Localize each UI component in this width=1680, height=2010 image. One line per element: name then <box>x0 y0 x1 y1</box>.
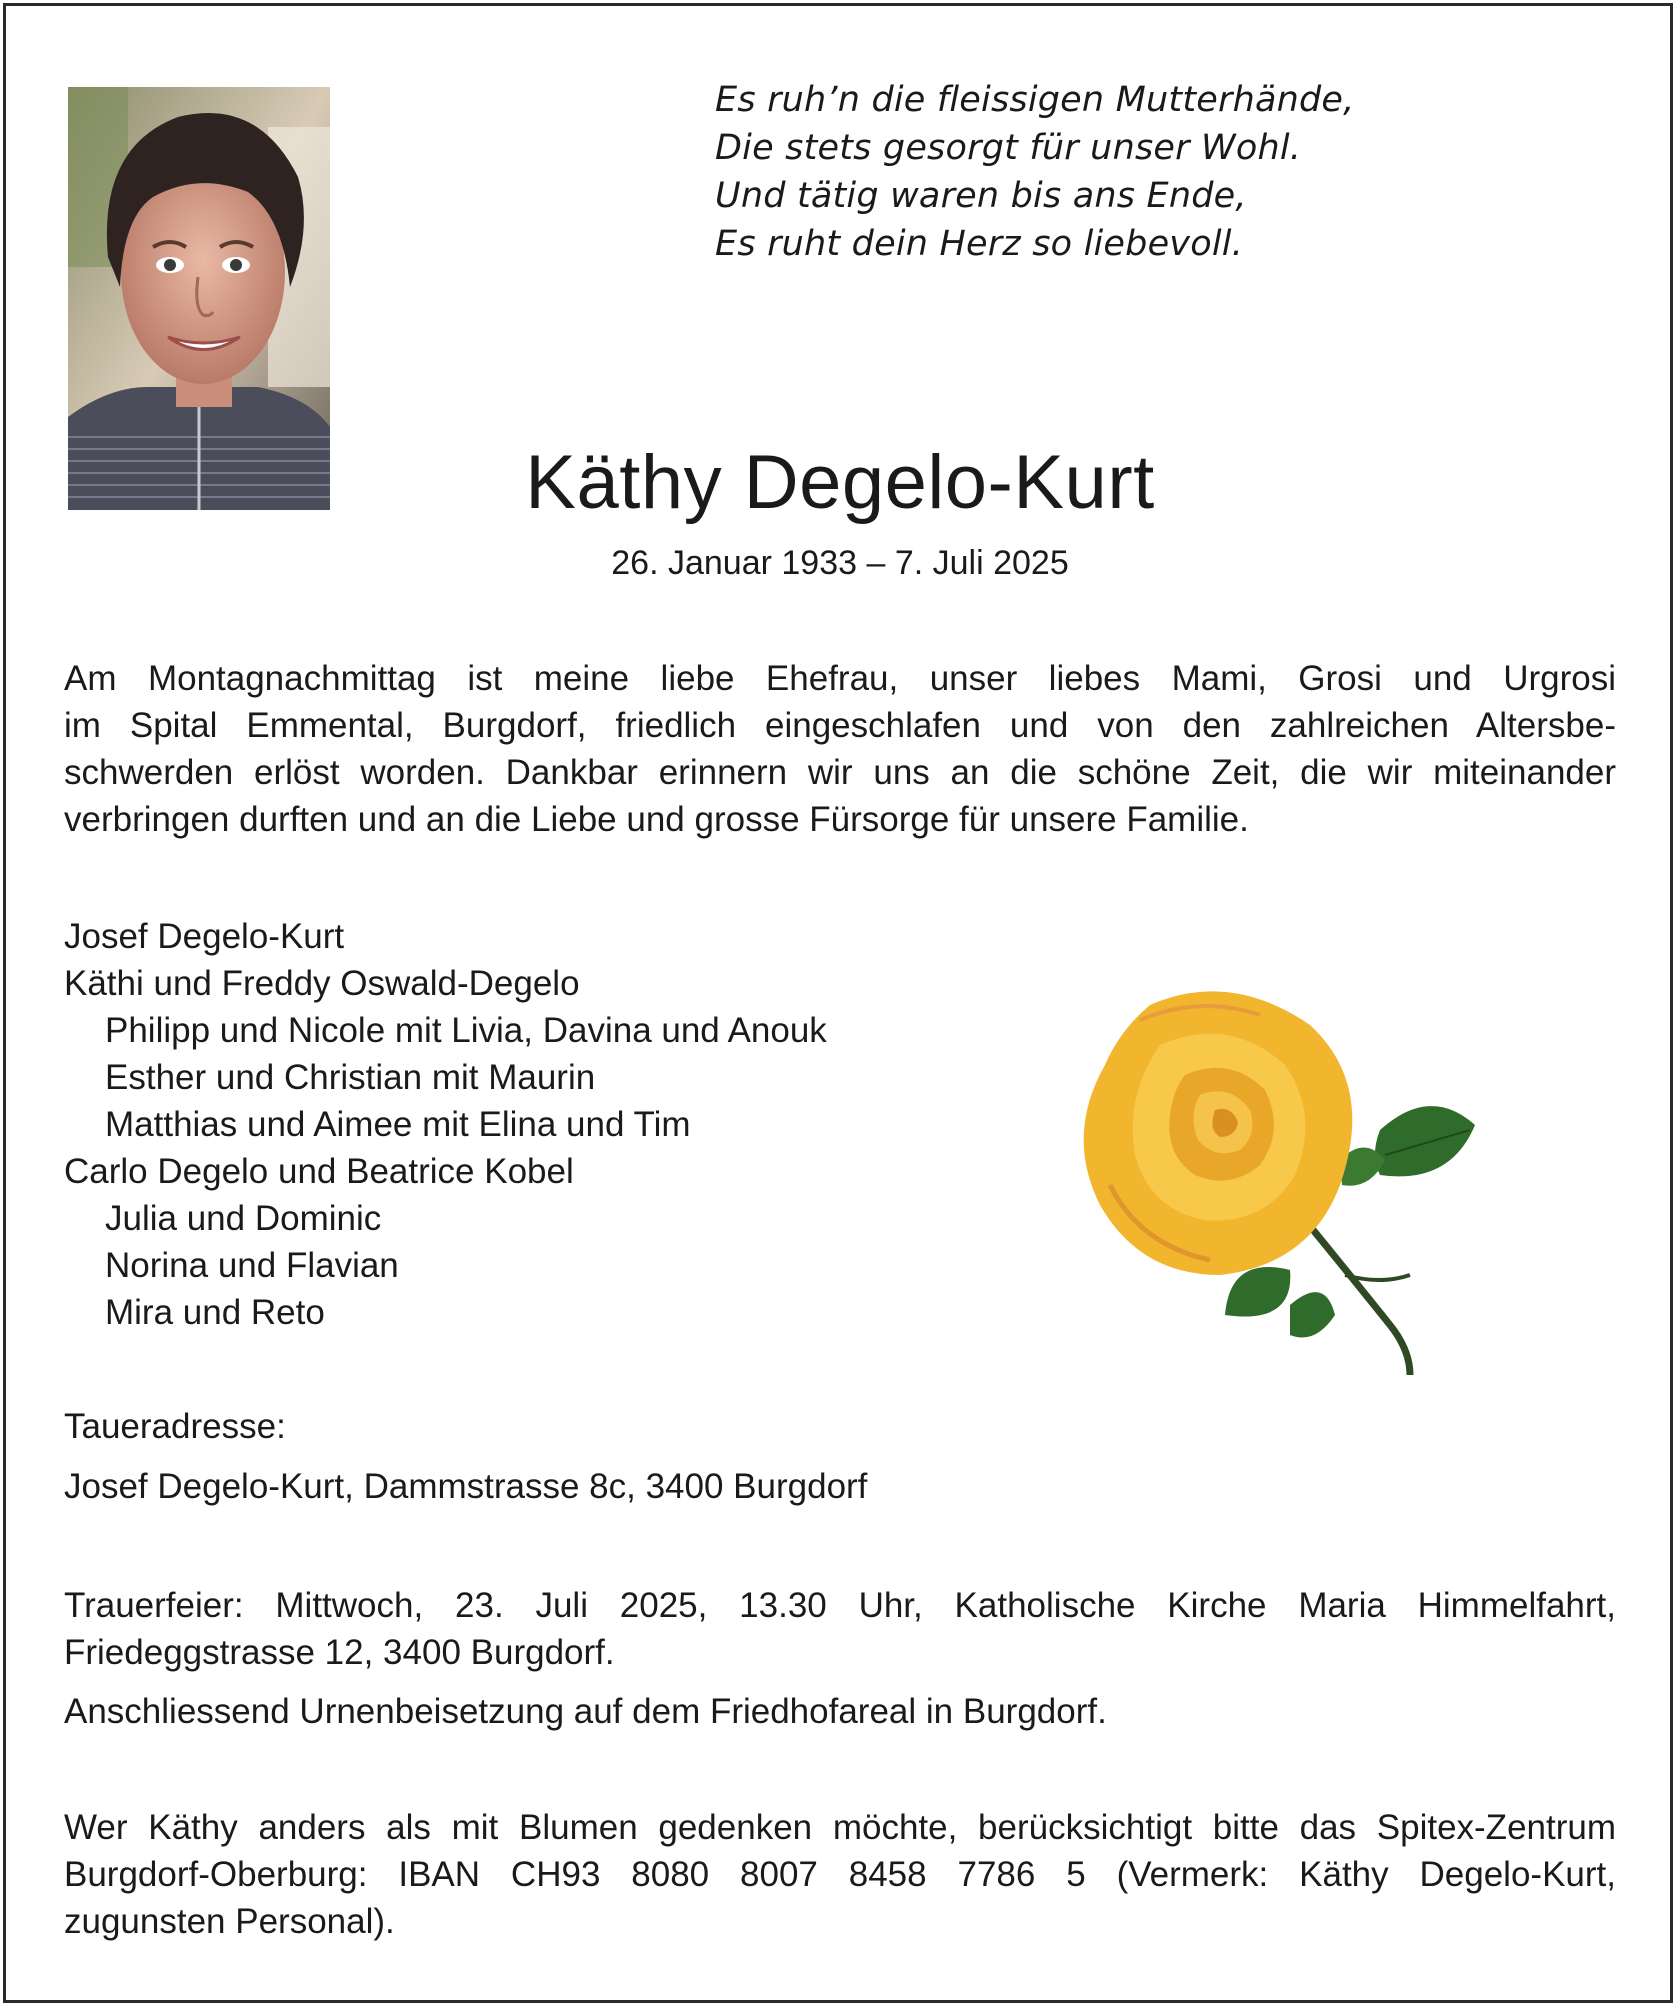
poem-line: Und tätig waren bis ans Ende, <box>715 176 1247 216</box>
family-member: Käthi und Freddy Oswald-Degelo <box>64 964 580 1003</box>
family-member: Philipp und Nicole mit Livia, Davina und Anouk <box>105 1011 827 1050</box>
memorial-poem <box>715 76 1354 268</box>
family-member: Carlo Degelo und Beatrice Kobel <box>64 1152 574 1191</box>
burial-info: Anschliessend Urnenbeisetzung auf dem Friedhofareal in Burgdorf. <box>64 1692 1107 1731</box>
donation-line: Burgdorf-Oberburg: IBAN CH93 8080 8007 8458 7786 5 (Vermerk: Käthy Degelo-Kurt, <box>64 1855 1616 1894</box>
donation-line: zugunsten Personal). <box>64 1902 395 1941</box>
deceased-name: Käthy Degelo-Kurt <box>525 440 1155 525</box>
mourning-address: Josef Degelo-Kurt, Dammstrasse 8c, 3400 Burgdorf <box>64 1467 868 1506</box>
poem-line: Es ruh’n die fleissigen Mutterhände, <box>715 80 1355 120</box>
life-dates: 26. Januar 1933 – 7. Juli 2025 <box>611 544 1069 582</box>
intro-line: Am Montagnachmittag ist meine liebe Ehefrau, unser liebes Mami, Grosi und Urgrosi <box>64 659 1616 698</box>
family-member: Matthias und Aimee mit Elina und Tim <box>105 1105 691 1144</box>
intro-paragraph <box>64 655 1616 843</box>
family-member: Esther und Christian mit Maurin <box>105 1058 596 1097</box>
intro-line: im Spital Emmental, Burgdorf, friedlich eingeschlafen und von den zahlreichen Altersbe- <box>64 706 1616 745</box>
rose-icon <box>1080 985 1480 1375</box>
family-list <box>64 913 827 1336</box>
poem-line: Es ruht dein Herz so liebevoll. <box>715 224 1244 264</box>
family-member: Julia und Dominic <box>105 1199 382 1238</box>
ceremony-line: Trauerfeier: Mittwoch, 23. Juli 2025, 13.30 Uhr, Katholische Kirche Maria Himmelfahrt, <box>64 1586 1616 1625</box>
family-member: Josef Degelo-Kurt <box>64 917 345 956</box>
family-member: Norina und Flavian <box>105 1246 399 1285</box>
ceremony-info <box>64 1582 1616 1676</box>
ceremony-line: Friedeggstrasse 12, 3400 Burgdorf. <box>64 1633 615 1672</box>
donation-line: Wer Käthy anders als mit Blumen gedenken möchte, berücksichtigt bitte das Spitex-Zentrum <box>64 1808 1616 1847</box>
donation-info <box>64 1804 1616 1945</box>
address-label: Taueradresse: <box>64 1407 286 1446</box>
intro-line: verbringen durften und an die Liebe und grosse Fürsorge für unsere Familie. <box>64 800 1249 839</box>
yellow-rose-image <box>1080 985 1480 1375</box>
family-member: Mira und Reto <box>105 1293 325 1332</box>
intro-line: schwerden erlöst worden. Dankbar erinnern wir uns an die schöne Zeit, die wir miteinander <box>64 753 1616 792</box>
poem-line: Die stets gesorgt für unser Wohl. <box>715 128 1302 168</box>
